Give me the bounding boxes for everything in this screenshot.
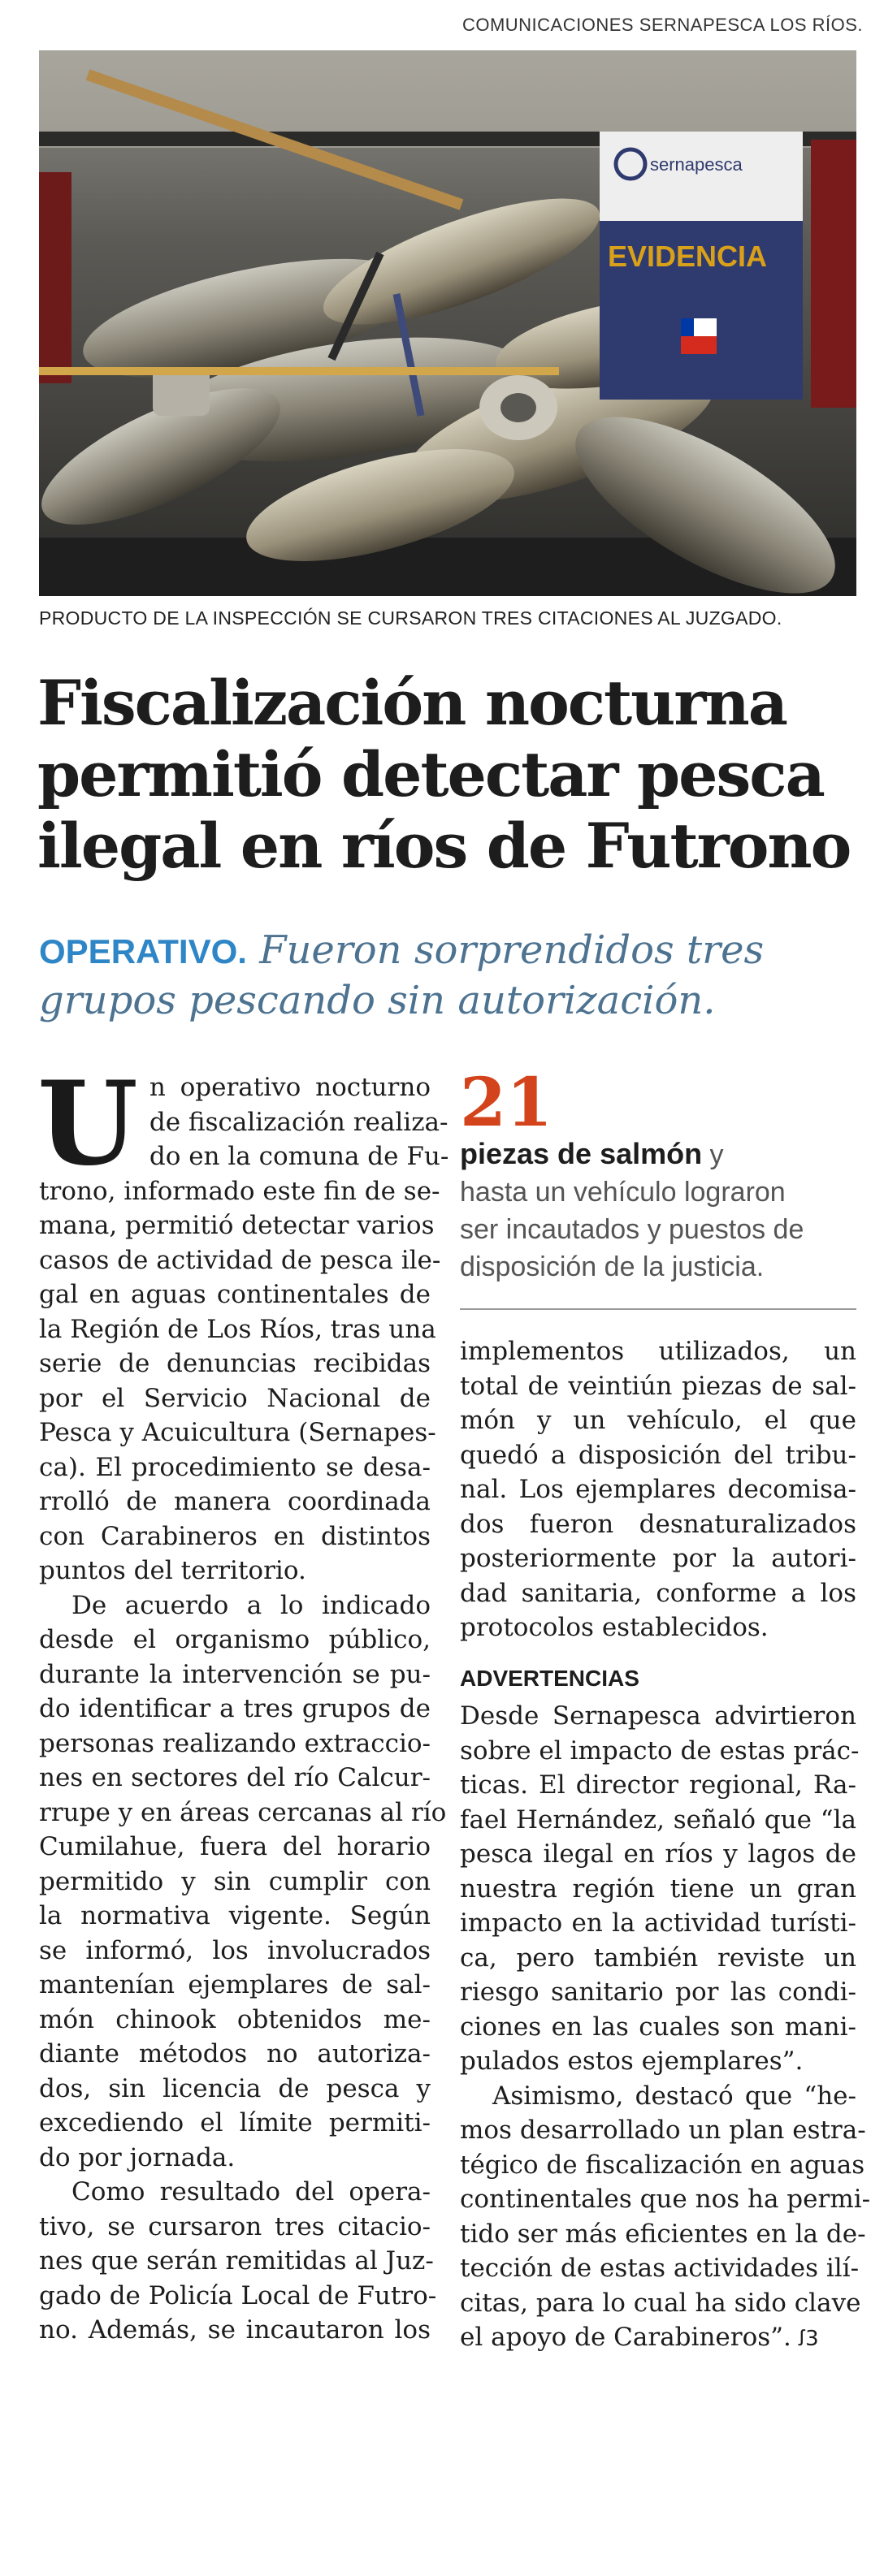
text-line: puntos del territorio. [39,1556,306,1585]
text-line: posteriormente por la autori- [460,1544,856,1573]
text-line: continentales que nos ha permi- [460,2185,871,2214]
text-line: Como resultado del opera- [72,2177,431,2206]
fact-line: disposición de la justicia. [460,1251,765,1282]
fact-divider [460,1308,856,1310]
text-line: sobre el impacto de estas prác- [460,1735,860,1766]
fact-text [460,1135,856,1286]
paragraph [460,1334,856,1645]
text-line: Pesca y Acuicultura (Sernapes- [39,1418,436,1447]
text-line: ticas. El director regional, Ra- [460,1770,856,1800]
text-line: total de veintiún piezas de sal- [460,1371,856,1401]
text-line: món chinook obtenidos me- [39,2004,431,2034]
deck-kicker: OPERATIVO. [39,932,247,970]
text-line: dad sanitaria, conforme a los [460,1578,856,1608]
text-line: rrolló de manera coordinada [39,1487,431,1516]
text-line: nuestra región tiene un gran [460,1874,856,1904]
text-line: casos de actividad de pesca ile- [39,1245,441,1275]
text-line: diante métodos no autoriza- [39,2039,431,2068]
text-line: de fiscalización realiza- [149,1107,448,1137]
text-line: impacto en la actividad turísti- [460,1908,856,1938]
paragraph [39,2175,437,2348]
text-line: mos desarrollado un plan estra- [460,2116,866,2145]
fact-line: y [702,1139,724,1170]
headline [37,668,858,882]
text-line: ca, pero también reviste un [460,1943,856,1973]
text-line: do identificar a tres grupos de [39,1694,431,1723]
text-line: personas realizando extraccio- [39,1728,431,1758]
paragraph [460,1699,860,2079]
text-line: por el Servicio Nacional de [39,1383,431,1413]
text-line: la normativa vigente. Según [39,1901,431,1930]
text-line: rrupe y en áreas cercanas al río [39,1797,447,1827]
evidence-sign-label: EVIDENCIA [608,240,768,273]
text-line: De acuerdo a lo indicado [72,1590,431,1620]
evidence-sign [600,132,803,400]
article-column-left [37,1057,449,2348]
text-line: trono, informado este fin de se- [39,1176,440,1206]
text-line: permitido y sin cumplir con [39,1866,431,1896]
paragraph [460,2079,871,2357]
text-line: implementos utilizados, un [460,1337,856,1366]
deck [39,926,860,1025]
text-line: Desde Sernapesca advirtieron [460,1701,856,1731]
text-line: ciones en las cuales son mani- [460,2012,856,2042]
text-line: durante la intervención se pu- [39,1659,431,1689]
text-line: no. Además, se incautaron los [39,2315,431,2345]
text-line: nal. Los ejemplares decomisa- [460,1475,856,1504]
headline-line: Fiscalización nocturna [37,667,786,739]
drop-cap: U [37,1057,138,1191]
text-line: excediendo el límite permiti- [39,2108,431,2137]
evidence-sign-brand: sernapesca [650,154,743,175]
end-mark-icon: ꭍ3 [797,2327,819,2351]
text-line: el apoyo de Carabineros”. [460,2323,791,2352]
text-line: riesgo sanitario por las condi- [460,1977,856,2007]
headline-line: permitió detectar pesca [37,738,824,810]
paragraph [37,1057,449,1588]
fact-number: 21 [460,1064,553,1142]
text-line: gado de Policía Local de Futro- [39,2280,437,2310]
paragraph [39,1588,447,2176]
photo-credit: COMUNICACIONES SERNAPESCA LOS RÍOS. [462,15,863,35]
text-line: mana, permitió detectar varios [39,1211,435,1240]
section-subhead: ADVERTENCIAS [460,1665,639,1691]
deck-line: grupos pescando sin autorización. [39,978,716,1023]
text-line: la Región de Los Ríos, tras una [39,1314,436,1344]
text-line: tégico de fiscalización en aguas [460,2150,865,2180]
text-line: serie de denuncias recibidas [39,1349,431,1378]
text-line: Cumilahue, fuera del horario [39,1832,431,1861]
text-line: do por jornada. [39,2142,236,2172]
fact-line: ser incautados y puestos de [460,1214,804,1245]
text-line: tivo, se cursaron tres citacio- [39,2211,431,2241]
text-line: se informó, los involucrados [39,1935,431,1965]
text-line: ca). El procedimiento se desa- [39,1452,431,1482]
deck-line: Fueron sorprendidos tres [259,927,765,973]
fact-line: hasta un vehículo lograron [460,1177,786,1208]
text-line: tido ser más eficientes en la de- [460,2219,866,2249]
text-line: quedó a disposición del tribu- [460,1440,856,1470]
text-line: dos fueron desnaturalizados [460,1509,856,1539]
text-line: tección de estas actividades ilí- [460,2254,860,2283]
text-line: món y un vehículo, el que [460,1406,856,1435]
text-line: desde el organismo público, [39,1625,431,1654]
text-line: protocolos establecidos. [460,1613,769,1642]
text-line: dos, sin licencia de pesca y [39,2073,431,2103]
text-line: n operativo nocturno [149,1073,431,1102]
headline-line: ilegal en ríos de Futrono [37,810,851,882]
text-line: Asimismo, destacó que “he- [492,2081,856,2111]
photo-caption: PRODUCTO DE LA INSPECCIÓN SE CURSARON TRES CITACIONES AL JUZGADO. [39,607,782,629]
text-line: nes que serán remitidas al Juz- [39,2246,434,2276]
text-line: citas, para lo cual ha sido clave [460,2288,861,2318]
text-line: con Carabineros en distintos [39,1521,431,1551]
text-line: mantenían ejemplares de sal- [39,1970,431,1999]
text-line: do en la comuna de Fu- [149,1142,449,1171]
news-photo [39,50,856,596]
text-line: nes en sectores del río Calcur- [39,1763,431,1792]
article-column-right [460,1064,871,2357]
fact-box [460,1064,856,1310]
fish-evidence-illustration [39,50,856,596]
text-line: pulados estos ejemplares”. [460,2047,804,2076]
text-line: fael Hernández, señaló que “la [460,1804,856,1835]
fact-strong: piezas de salmón [460,1137,703,1170]
text-line: gal en aguas continentales de [39,1280,431,1309]
text-line: pesca ilegal en ríos y lagos de [460,1839,856,1869]
